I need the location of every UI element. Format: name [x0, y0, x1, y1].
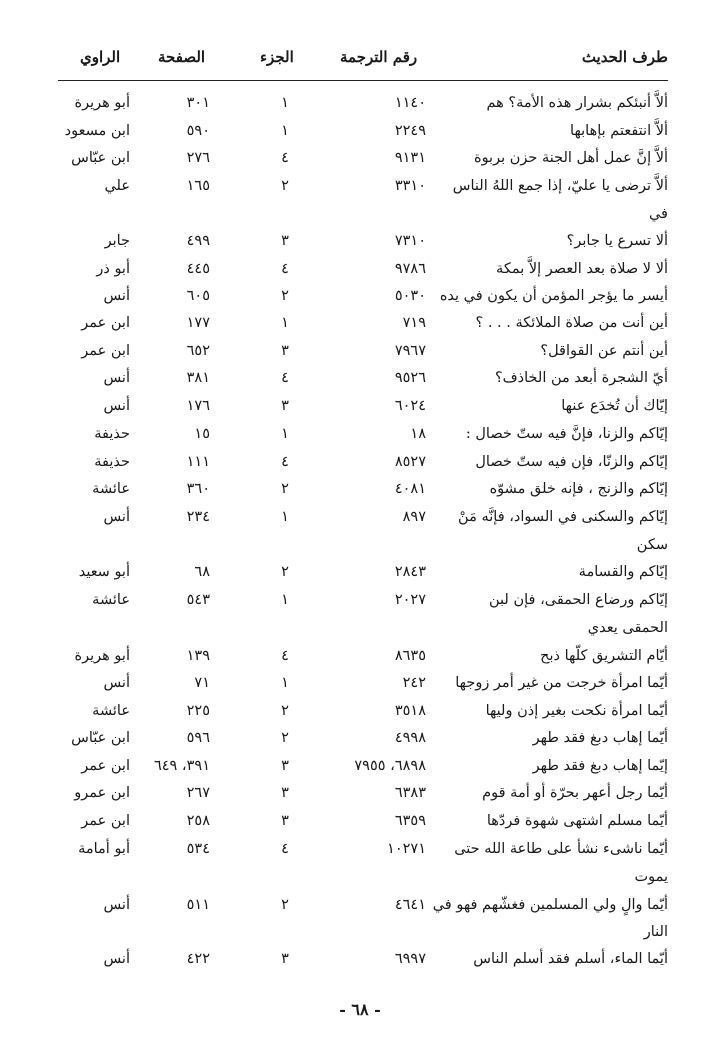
hadith-text: ألا لا صلاة بعد العصر إلاَّ بمكة [496, 261, 668, 277]
hadith-text: أيّما رجل أعهر بحرّة أو أمة قوم [482, 785, 668, 801]
narrator-name: ابن عمر [81, 758, 130, 774]
narrator-name: أبو هريرة [74, 648, 130, 664]
narrator-name: أنس [103, 509, 130, 525]
narrator-name: أنس [103, 398, 130, 414]
page-number-cell: ٣٩١، ٦٤٩ [153, 758, 210, 774]
narrator-name: ابن عبّاس [71, 730, 130, 746]
narrator-name: ابن عمر [81, 343, 130, 359]
narrator-name: عائشة [92, 703, 130, 719]
narrator-name: أنس [103, 675, 130, 691]
translation-number: ٢٢٤٩ [394, 123, 426, 139]
translation-number: ٨٩٧ [402, 509, 426, 525]
translation-number: ٤٠٨١ [394, 481, 426, 497]
translation-number: ٩٧٨٦ [394, 261, 426, 277]
translation-number: ٥٠٣٠ [394, 288, 426, 304]
header-hadith: طرف الحديث [581, 48, 668, 66]
page-number-cell: ٥٣٤ [186, 841, 210, 857]
juz-number: ١ [281, 592, 289, 608]
juz-number: ٤ [281, 150, 289, 166]
hadith-text: أيّما والٍ ولي المسلمين فغشّهم فهو في [432, 897, 668, 913]
page-number: - ٦٨ - [339, 1000, 381, 1019]
narrator-name: ابن مسعود [64, 123, 130, 139]
hadith-text: ألاَّ إنَّ عمل أهل الجنة حزن بربوة [473, 150, 668, 166]
page-number-cell: ٦٥٢ [186, 343, 210, 359]
hadith-text: في [648, 206, 668, 222]
hadith-text: إيّاكم والزنّا، فإن فيه ستّ خصال [475, 454, 668, 470]
translation-number: ٢٨٤٣ [394, 564, 426, 580]
page-number-cell: ٦٠٥ [186, 288, 210, 304]
hadith-text: أين أنتم عن القواقل؟ [540, 343, 668, 359]
juz-number: ٣ [281, 813, 289, 829]
hadith-text: إيّاكم والسكنى في السواد، فإنَّه مَنْ [458, 509, 668, 525]
page-number-cell: ٥١١ [186, 897, 210, 913]
hadith-text: إيّاكم والقسامة [578, 564, 668, 580]
translation-number: ٣٣١٠ [394, 178, 426, 194]
hadith-text: إيّما إهاب دبغ فقد طهر [532, 758, 668, 774]
page-number-cell: ٧١ [194, 675, 210, 691]
hadith-text: إيّاكم ورضاع الحمقى، فإن لبن [489, 592, 668, 608]
narrator-name: ابن عمرو [74, 785, 130, 801]
juz-number: ٣ [281, 398, 289, 414]
translation-number: ٦٨٩٨، ٧٩٥٥ [354, 758, 426, 774]
translation-number: ٦٣٨٣ [394, 785, 426, 801]
hadith-text: أيسر ما يؤجر المؤمن أن يكون في يده [439, 288, 668, 304]
translation-number: ٧٣١٠ [394, 233, 426, 249]
narrator-name: حذيفة [94, 454, 130, 470]
hadith-text: يموت [634, 869, 668, 885]
hadith-text: ألاَّ انتفعتم بإهابها [570, 123, 668, 139]
juz-number: ٤ [281, 648, 289, 664]
translation-number: ٩٥٢٦ [394, 370, 426, 386]
juz-number: ٢ [281, 897, 289, 913]
page-number-cell: ٢٦٧ [186, 785, 210, 801]
header-juz: الجزء [260, 48, 294, 66]
juz-number: ١ [281, 509, 289, 525]
page-number-cell: ١١١ [186, 454, 210, 470]
narrator-name: ابن عمر [81, 813, 130, 829]
juz-number: ٢ [281, 703, 289, 719]
header-divider [58, 80, 668, 81]
translation-number: ٢٤٢ [402, 675, 426, 691]
page-number-cell: ٥٩٠ [186, 123, 210, 139]
page-number-cell: ١٥ [194, 426, 210, 442]
juz-number: ١ [281, 315, 289, 331]
juz-number: ٤ [281, 261, 289, 277]
hadith-text: أيّ الشجرة أبعد من الخاذف؟ [494, 370, 668, 386]
hadith-text: أيّام التشريق كلّها ذبح [540, 648, 668, 664]
juz-number: ٣ [281, 758, 289, 774]
narrator-name: أبو ذر [96, 261, 130, 277]
page-number-cell: ٢٢٥ [186, 703, 210, 719]
juz-number: ٢ [281, 730, 289, 746]
page-number-cell: ٤٩٩ [186, 233, 210, 249]
hadith-text: أين أنت من صلاة الملائكة . . . ؟ [475, 315, 668, 331]
page-number-cell: ١٣٩ [186, 648, 210, 664]
juz-number: ٣ [281, 343, 289, 359]
header-narrator: الراوي [80, 48, 121, 66]
juz-number: ١ [281, 123, 289, 139]
juz-number: ٢ [281, 564, 289, 580]
narrator-name: أنس [103, 288, 130, 304]
page-number-cell: ٣٠١ [186, 95, 210, 111]
hadith-text: ألاَّ أنبئكم بشرار هذه الأمة؟ هم [486, 95, 668, 111]
translation-number: ٣٥١٨ [394, 703, 426, 719]
hadith-text: أيّما امرأة خرجت من غير أمر زوجها [455, 675, 668, 691]
narrator-name: جابر [104, 233, 130, 249]
translation-number: ٤٦٤١ [394, 897, 426, 913]
juz-number: ٣ [281, 785, 289, 801]
narrator-name: ابن عمر [81, 315, 130, 331]
translation-number: ٧٩٦٧ [394, 343, 426, 359]
page-number-cell: ٦٨ [194, 564, 210, 580]
hadith-text: ألا تسرع يا جابر؟ [566, 233, 668, 249]
juz-number: ٢ [281, 481, 289, 497]
juz-number: ١ [281, 426, 289, 442]
translation-number: ٢٠٢٧ [394, 592, 426, 608]
hadith-text: أيّما مسلم اشتهى شهوة فردّها [486, 813, 668, 829]
page-number-cell: ٢٧٦ [186, 150, 210, 166]
narrator-name: علي [104, 178, 130, 194]
hadith-text: إيّاك أن تُخدَع عنها [561, 398, 668, 414]
page-number-cell: ٥٤٣ [186, 592, 210, 608]
narrator-name: عائشة [92, 481, 130, 497]
juz-number: ١ [281, 675, 289, 691]
translation-number: ١٠٢٧١ [387, 841, 426, 857]
juz-number: ٤ [281, 841, 289, 857]
hadith-text: إيّاكم والزنج ، فإنه خلق مشوّه [489, 481, 668, 497]
narrator-name: ابن عبّاس [71, 150, 130, 166]
hadith-text: ألاَّ ترضى يا عليّ، إذا جمع اللهُ الناس [452, 178, 668, 194]
juz-number: ٤ [281, 370, 289, 386]
translation-number: ٦٣٥٩ [394, 813, 426, 829]
narrator-name: أنس [103, 897, 130, 913]
hadith-text: أيّما امرأة نكحت بغير إذن وليها [485, 703, 668, 719]
narrator-name: أنس [103, 370, 130, 386]
hadith-text: أيّما الماء، أسلم فقد أسلم الناس [473, 951, 668, 967]
juz-number: ٢ [281, 178, 289, 194]
translation-number: ١١٤٠ [394, 95, 426, 111]
juz-number: ٣ [281, 951, 289, 967]
page-number-cell: ٢٣٤ [186, 509, 210, 525]
narrator-name: أنس [103, 951, 130, 967]
narrator-name: أبو هريرة [74, 95, 130, 111]
narrator-name: أبو سعيد [78, 564, 130, 580]
page-number-cell: ٥٩٦ [186, 730, 210, 746]
hadith-text: الحمقى يعدي [587, 620, 668, 636]
hadith-text: أيّما ناشىء نشأ على طاعة الله حتى [454, 841, 668, 857]
translation-number: ٤٩٩٨ [394, 730, 426, 746]
hadith-text: أيّما إهاب دبغ فقد طهر [532, 730, 668, 746]
translation-number: ٩١٣١ [394, 150, 426, 166]
translation-number: ٧١٩ [402, 315, 426, 331]
page-number-cell: ١٦٥ [186, 178, 210, 194]
page-number-cell: ١٧٧ [186, 315, 210, 331]
translation-number: ٨٥٢٧ [394, 454, 426, 470]
page-number-cell: ١٧٦ [186, 398, 210, 414]
page-number-cell: ٤٤٥ [186, 261, 210, 277]
narrator-name: أبو أمامة [78, 841, 130, 857]
page-number-cell: ٤٢٢ [186, 951, 210, 967]
translation-number: ٦٠٢٤ [394, 398, 426, 414]
header-number: رقم الترجمة [340, 48, 418, 66]
header-page: الصفحة [158, 48, 206, 66]
page-number-cell: ٣٦٠ [186, 481, 210, 497]
page-number-cell: ٢٥٨ [186, 813, 210, 829]
juz-number: ٢ [281, 288, 289, 304]
hadith-text: إيّاكم والزنا، فإنَّ فيه ستّ خصال : [465, 426, 668, 442]
juz-number: ٣ [281, 233, 289, 249]
juz-number: ٤ [281, 454, 289, 470]
translation-number: ٦٩٩٧ [394, 951, 426, 967]
narrator-name: حذيفة [94, 426, 130, 442]
page-number-cell: ٣٨١ [186, 370, 210, 386]
translation-number: ٨٦٣٥ [394, 648, 426, 664]
narrator-name: عائشة [92, 592, 130, 608]
hadith-text: النار [643, 924, 668, 940]
hadith-text: سكن [636, 537, 668, 553]
translation-number: ١٨ [410, 426, 426, 442]
juz-number: ١ [281, 95, 289, 111]
